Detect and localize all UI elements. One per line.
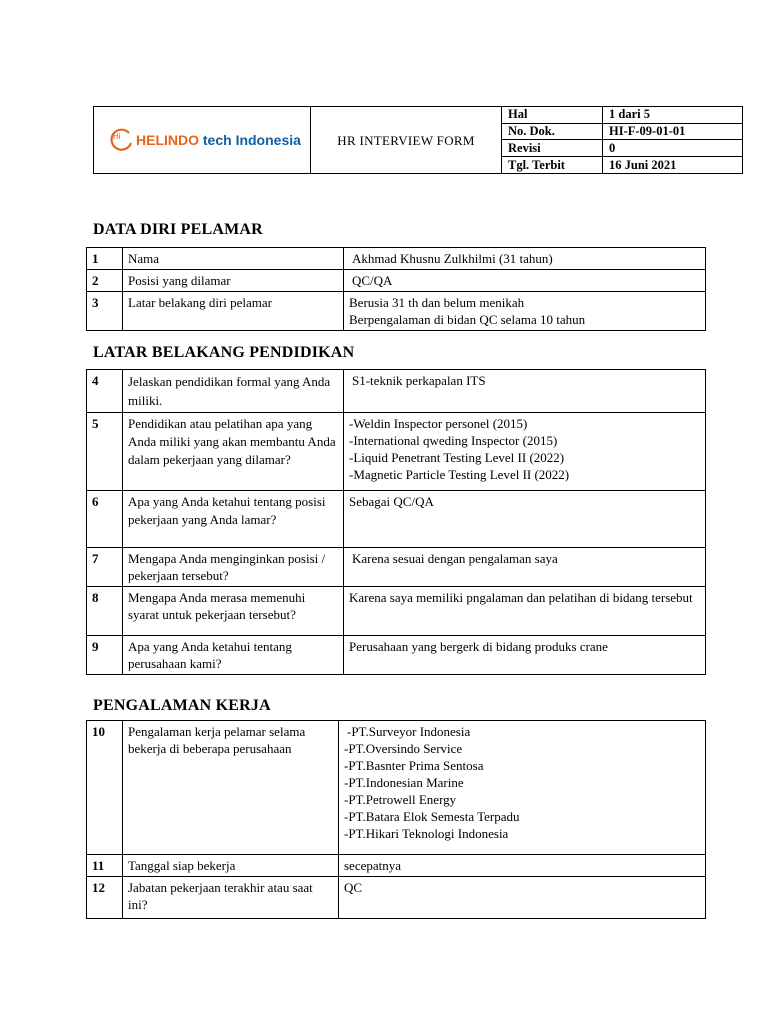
document-meta-table <box>502 107 742 173</box>
answer-line: Berpengalaman di bidan QC selama 10 tahun <box>349 312 586 327</box>
answer-line: Akhmad Khusnu Zulkhilmi (31 tahun) <box>352 251 553 266</box>
answer-line: -PT.Batara Elok Semesta Terpadu <box>344 809 520 824</box>
meta-value: HI-F-09-01-01 <box>603 123 743 140</box>
hi-logo-icon <box>108 127 134 153</box>
meta-row <box>502 123 742 140</box>
meta-cell <box>502 107 743 174</box>
table-row <box>87 855 706 877</box>
answer-line: Berusia 31 th dan belum menikah <box>349 295 525 310</box>
table-row <box>87 292 706 331</box>
row-number: 6 <box>87 491 123 548</box>
table-row <box>87 636 706 675</box>
row-number: 5 <box>87 413 123 491</box>
table-row <box>87 270 706 292</box>
logo-hi-text: Hi <box>113 132 121 141</box>
row-question: Pengalaman kerja pelamar selama bekerja di beberapa perusahaan <box>123 721 339 855</box>
logo-wordmark <box>136 132 301 149</box>
row-answer <box>344 270 706 292</box>
answer-line: -PT.Basnter Prima Sentosa <box>344 758 484 773</box>
answer-line: -Weldin Inspector personel (2015) <box>349 416 528 431</box>
section-title-pengalaman: PENGALAMAN KERJA <box>93 697 271 714</box>
row-question: Pendidikan atau pelatihan apa yang Anda miliki yang akan membantu Anda dalam pekerjaan yang dilamar? <box>123 413 344 491</box>
logo-brand: HELINDO <box>136 131 199 148</box>
row-question: Jelaskan pendidikan formal yang Anda miliki. <box>123 370 344 413</box>
row-question: Posisi yang dilamar <box>123 270 344 292</box>
meta-label: Tgl. Terbit <box>502 157 603 173</box>
answer-line: -Liquid Penetrant Testing Level II (2022) <box>349 450 565 465</box>
row-number: 2 <box>87 270 123 292</box>
row-answer <box>339 721 706 855</box>
row-question: Tanggal siap bekerja <box>123 855 339 877</box>
answer-line: Sebagai QC/QA <box>349 494 434 509</box>
meta-row <box>502 107 742 123</box>
section-title-data-diri: DATA DIRI PELAMAR <box>93 221 263 238</box>
meta-row <box>502 140 742 157</box>
data-diri-table <box>86 247 706 331</box>
answer-line: -Magnetic Particle Testing Level II (2022) <box>349 467 570 482</box>
row-answer: Perusahaan yang bergerk di bidang produks crane <box>344 636 706 675</box>
row-answer <box>344 370 706 413</box>
row-number: 3 <box>87 292 123 331</box>
table-row <box>87 248 706 270</box>
table-row <box>87 587 706 636</box>
answer-line: -PT.Hikari Teknologi Indonesia <box>344 826 509 841</box>
table-row <box>87 413 706 491</box>
row-number: 10 <box>87 721 123 855</box>
row-question: Nama <box>123 248 344 270</box>
row-number: 12 <box>87 877 123 919</box>
answer-line: -International qweding Inspector (2015) <box>349 433 558 448</box>
table-row <box>87 370 706 413</box>
row-number: 8 <box>87 587 123 636</box>
table-row <box>87 548 706 587</box>
table-row <box>87 491 706 548</box>
answer-line: -PT.Surveyor Indonesia <box>347 724 471 739</box>
answer-line: -PT.Indonesian Marine <box>344 775 464 790</box>
row-answer <box>344 491 706 548</box>
row-answer: secepatnya <box>339 855 706 877</box>
answer-line: QC/QA <box>352 273 393 288</box>
row-number: 7 <box>87 548 123 587</box>
row-question: Apa yang Anda ketahui tentang posisi pekerjaan yang Anda lamar? <box>123 491 344 548</box>
meta-value: 1 dari 5 <box>603 107 743 123</box>
table-row <box>87 721 706 855</box>
meta-label: No. Dok. <box>502 123 603 140</box>
meta-row <box>502 157 742 173</box>
row-answer: Karena saya memiliki pngalaman dan pelatihan di bidang tersebut <box>344 587 706 636</box>
pendidikan-table <box>86 369 706 675</box>
answer-line: Karena sesuai dengan pengalaman saya <box>352 551 558 566</box>
row-question: Mengapa Anda merasa memenuhi syarat untuk pekerjaan tersebut? <box>123 587 344 636</box>
row-answer <box>344 248 706 270</box>
table-row <box>87 877 706 919</box>
row-answer <box>344 548 706 587</box>
row-question: Latar belakang diri pelamar <box>123 292 344 331</box>
row-number: 1 <box>87 248 123 270</box>
row-answer: QC <box>339 877 706 919</box>
company-logo <box>94 127 310 153</box>
answer-line: -PT.Oversindo Service <box>344 741 463 756</box>
row-number: 11 <box>87 855 123 877</box>
meta-value: 16 Juni 2021 <box>603 157 743 173</box>
meta-label: Hal <box>502 107 603 123</box>
row-question: Jabatan pekerjaan terakhir atau saat ini? <box>123 877 339 919</box>
row-number: 4 <box>87 370 123 413</box>
pengalaman-table <box>86 720 706 919</box>
row-number: 9 <box>87 636 123 675</box>
meta-label: Revisi <box>502 140 603 157</box>
answer-line: S1-teknik perkapalan ITS <box>352 373 486 388</box>
row-question: Mengapa Anda menginginkan posisi / pekerjaan tersebut? <box>123 548 344 587</box>
document-header <box>93 106 743 174</box>
logo-cell <box>94 107 311 174</box>
row-question: Apa yang Anda ketahui tentang perusahaan kami? <box>123 636 344 675</box>
row-answer <box>344 413 706 491</box>
meta-value: 0 <box>603 140 743 157</box>
row-answer <box>344 292 706 331</box>
answer-line: -PT.Petrowell Energy <box>344 792 457 807</box>
section-title-pendidikan: LATAR BELAKANG PENDIDIKAN <box>93 344 355 361</box>
form-title: HR INTERVIEW FORM <box>311 107 502 174</box>
logo-tagline: tech Indonesia <box>202 131 301 148</box>
